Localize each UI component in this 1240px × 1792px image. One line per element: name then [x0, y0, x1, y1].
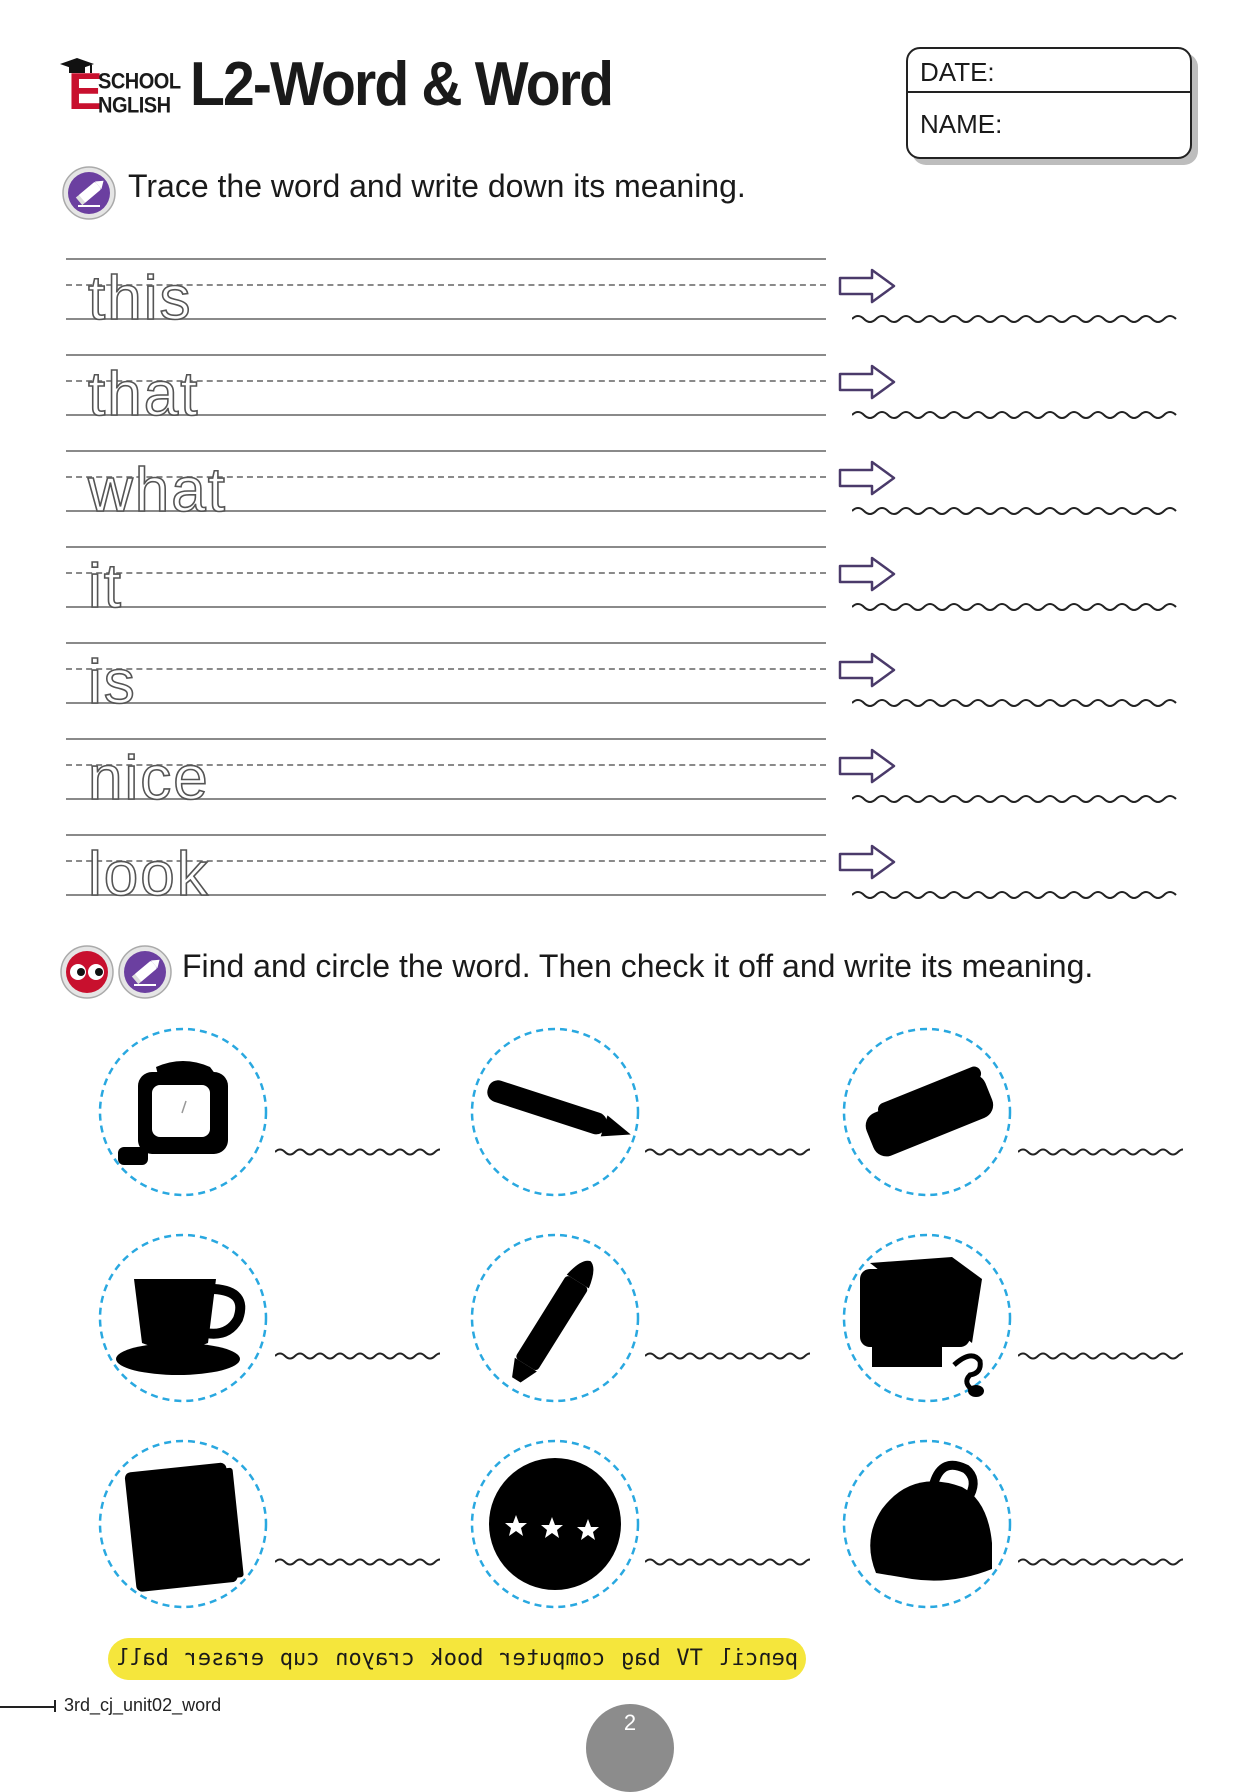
word-bank-item[interactable]: TV	[676, 1646, 703, 1671]
logo-top-text: SCHOOL	[98, 69, 181, 95]
trace-word[interactable]: what	[88, 456, 227, 525]
answer-line[interactable]	[1018, 1146, 1183, 1158]
trace-row-this	[66, 258, 826, 338]
date-name-divider	[908, 91, 1190, 93]
word-bank-item[interactable]: cup	[279, 1646, 320, 1671]
footer-tick	[54, 1700, 56, 1712]
date-name-box	[906, 47, 1192, 159]
word-bank-item[interactable]: book	[430, 1646, 484, 1671]
arrow-icon	[838, 554, 896, 594]
arrow-icon	[838, 362, 896, 402]
arrow-icon	[838, 842, 896, 882]
pencil-badge-icon	[62, 166, 116, 220]
word-bank-item[interactable]: bag	[620, 1646, 661, 1671]
tv-picture	[98, 1027, 268, 1197]
answer-line[interactable]	[275, 1556, 440, 1568]
find-circle-instruction: Find and circle the word. Then check it off and write its meaning.	[182, 948, 1094, 984]
trace-instruction: Trace the word and write down its meaning.	[128, 168, 746, 204]
arrow-icon	[838, 746, 896, 786]
trace-word[interactable]: that	[88, 360, 200, 429]
footer-code: 3rd_cj_unit02_word	[64, 1695, 222, 1715]
ball-picture	[470, 1439, 640, 1609]
page-title: L2-Word & Word	[190, 50, 613, 119]
trace-row-nice	[66, 738, 826, 818]
answer-line[interactable]	[645, 1556, 810, 1568]
word-bank-item[interactable]: crayon	[335, 1646, 415, 1671]
school-english-logo	[58, 58, 181, 122]
trace-word[interactable]: it	[88, 552, 123, 621]
arrow-icon	[838, 266, 896, 306]
trace-row-look	[66, 834, 826, 914]
word-bank-item[interactable]: eraser	[184, 1646, 265, 1671]
trace-row-it	[66, 546, 826, 626]
cup-picture	[98, 1233, 268, 1403]
arrow-icon	[838, 458, 896, 498]
logo-bottom-text: NGLISH	[98, 93, 171, 119]
answer-line[interactable]	[852, 408, 1177, 422]
answer-line[interactable]	[645, 1350, 810, 1362]
arrow-icon	[838, 650, 896, 690]
trace-word[interactable]: nice	[88, 744, 210, 813]
trace-row-is	[66, 642, 826, 722]
trace-row-what	[66, 450, 826, 530]
name-label[interactable]: NAME:	[920, 109, 1003, 139]
word-bank-item[interactable]: computer	[499, 1646, 606, 1671]
answer-line[interactable]	[275, 1146, 440, 1158]
trace-word[interactable]: this	[88, 264, 193, 333]
answer-line[interactable]	[852, 312, 1177, 326]
crayon-picture	[470, 1233, 640, 1403]
page-number: 2	[623, 1710, 637, 1735]
answer-line[interactable]	[275, 1350, 440, 1362]
trace-row-that	[66, 354, 826, 434]
answer-line[interactable]	[1018, 1556, 1183, 1568]
answer-line[interactable]	[852, 696, 1177, 710]
word-bank-words	[108, 1646, 806, 1672]
bag-picture	[842, 1439, 1012, 1609]
trace-word[interactable]: is	[88, 648, 137, 717]
answer-line[interactable]	[852, 792, 1177, 806]
pencil-picture	[470, 1027, 640, 1197]
eraser-picture	[842, 1027, 1012, 1197]
footer-rule	[0, 1706, 56, 1708]
word-bank-item[interactable]: ball	[115, 1646, 169, 1671]
answer-line[interactable]	[852, 600, 1177, 614]
word-bank	[108, 1638, 806, 1680]
computer-picture	[842, 1233, 1012, 1403]
answer-line[interactable]	[852, 504, 1177, 518]
word-bank-item[interactable]: pencil	[718, 1646, 799, 1671]
trace-word[interactable]: look	[88, 840, 210, 909]
answer-line[interactable]	[645, 1146, 810, 1158]
date-label[interactable]: DATE:	[920, 57, 995, 87]
answer-line[interactable]	[852, 888, 1177, 902]
eyes-badge-icon	[60, 945, 114, 999]
answer-line[interactable]	[1018, 1350, 1183, 1362]
logo-initial: E	[68, 63, 103, 121]
book-picture	[98, 1439, 268, 1609]
pencil-badge-icon	[118, 945, 172, 999]
